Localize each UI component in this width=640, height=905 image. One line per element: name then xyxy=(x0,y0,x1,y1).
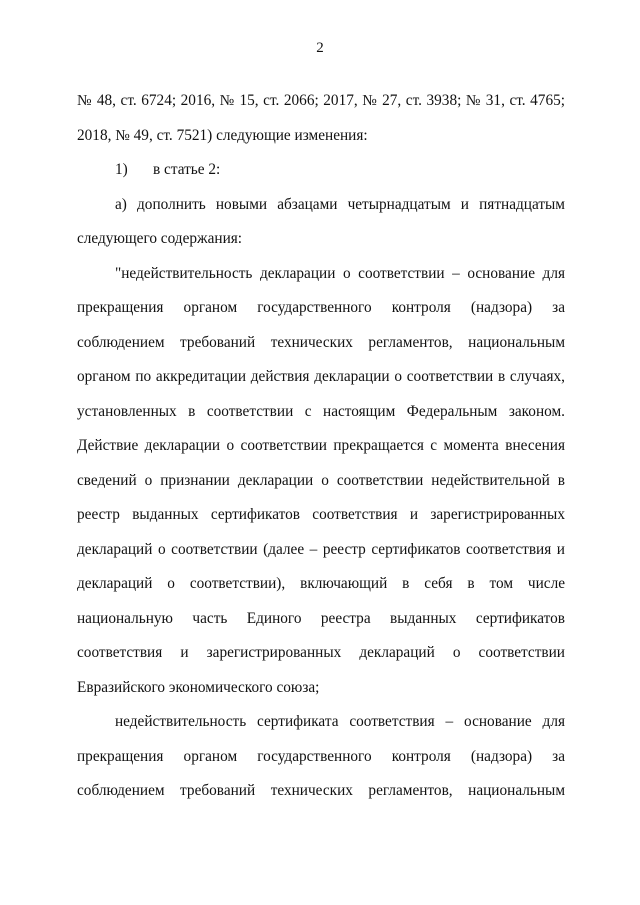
text-line: следующего содержания: xyxy=(77,230,243,247)
text-line: соблюдением требований технических регламентов, национальным xyxy=(77,782,565,799)
text-line: деклараций о соответствии (далее – реестр сертификатов соответствия и xyxy=(77,540,565,558)
text-line: органом по аккредитации действия декларации о соответствии в случаях, xyxy=(77,368,565,385)
text-line: прекращения органом государственного контроля (надзора) за xyxy=(77,747,565,765)
list-item-number: 1) xyxy=(115,161,128,178)
list-item-text: в статье 2: xyxy=(153,161,221,178)
text-line: а) дополнить новыми абзацами четырнадцатым и пятнадцатым xyxy=(115,195,565,213)
text-line: установленных в соответствии с настоящим Федеральным законом. xyxy=(77,402,565,420)
text-line: соответствия и зарегистрированных деклараций о соответствии xyxy=(77,644,565,661)
text-line: Евразийского экономического союза; xyxy=(77,678,320,696)
text-line: национальную часть Единого реестра выданных сертификатов xyxy=(77,609,565,627)
paragraph-certificate-invalidity xyxy=(77,705,565,809)
list-item-1 xyxy=(77,153,565,188)
text-line: 2018, № 49, ст. 7521) следующие изменения: xyxy=(77,126,368,144)
text-line: соблюдением требований технических регламентов, национальным xyxy=(77,333,565,351)
text-line: реестр выданных сертификатов соответствия и зарегистрированных xyxy=(77,506,565,523)
text-line: недействительность сертификата соответствия – основание для xyxy=(115,713,565,730)
text-line: Действие декларации о соответствии прекращается с момента внесения xyxy=(77,437,565,454)
paragraph-declaration-invalidity xyxy=(77,257,565,706)
paragraph-citation-tail xyxy=(77,84,565,153)
text-line: прекращения органом государственного контроля (надзора) за xyxy=(77,299,565,316)
text-line: сведений о признании декларации о соответствии недействительной в xyxy=(77,471,565,489)
page-number: 2 xyxy=(316,40,324,56)
text-line: "недействительность декларации о соответствии – основание для xyxy=(115,264,565,282)
document-body xyxy=(77,84,565,809)
text-line: № 48, ст. 6724; 2016, № 15, ст. 2066; 2017, № 27, ст. 3938; № 31, ст. 4765; xyxy=(77,92,565,109)
paragraph-subitem-a xyxy=(77,188,565,257)
text-line: деклараций о соответствии), включающий в себя в том числе xyxy=(77,575,565,592)
list-item-line xyxy=(77,153,565,188)
